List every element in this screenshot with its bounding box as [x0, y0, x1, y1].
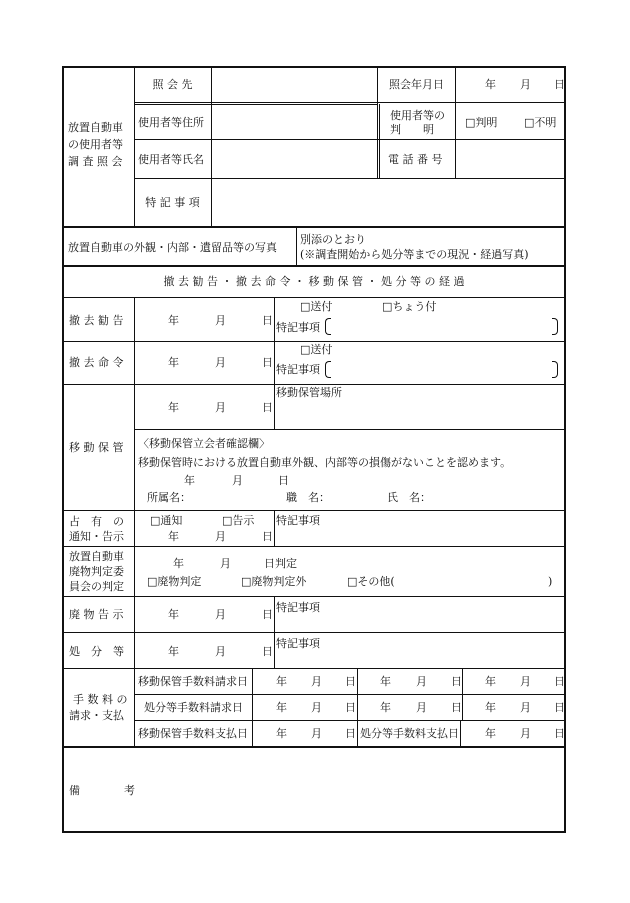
rule [62, 384, 566, 385]
removal-advice-notes-label: 特記事項 [276, 321, 320, 334]
witness-statement: 移動保管時における放置自動車外観、内部等の損傷がないことを認めます。 [138, 456, 512, 469]
storage-claim-year-3: 年 [485, 675, 496, 688]
witness-day: 日 [278, 474, 289, 487]
storage-payment-month: 月 [311, 727, 322, 740]
rule [62, 265, 566, 267]
disposal-payment-day: 日 [554, 727, 565, 740]
inquiry-date-day: 日 [554, 78, 565, 91]
inquiry-date-month: 月 [520, 78, 531, 91]
waste-notice-day: 日 [262, 608, 273, 621]
storage-payment-label: 移動保管手数料支払日 [138, 727, 248, 740]
removal-advice-day: 日 [262, 314, 273, 327]
bracket-close [552, 361, 558, 378]
possession-notes-label: 特記事項 [276, 514, 320, 527]
storage-claim-month-2: 月 [416, 675, 427, 688]
storage-claim-year-1: 年 [276, 675, 287, 688]
waste-notice-label: 廃 物 告 示 [69, 608, 124, 621]
storage-claim-day-3: 日 [554, 675, 565, 688]
rule [462, 668, 463, 720]
disposal-notes-label: 特記事項 [276, 637, 320, 650]
rule [357, 668, 358, 746]
waste-committee-month: 月 [220, 557, 231, 570]
inquiry-notes-label: 特 記 事 項 [145, 196, 200, 209]
rule [134, 429, 566, 430]
storage-claim-month-1: 月 [311, 675, 322, 688]
disposal-label: 処 分 等 [69, 645, 124, 658]
storage-claim-day-2: 日 [451, 675, 462, 688]
storage-claim-label: 移動保管手数料請求日 [138, 675, 248, 688]
photos-value-1: 別添のとおり [300, 233, 366, 246]
removal-order-label: 撤 去 命 令 [69, 356, 124, 369]
other-close: ) [548, 575, 553, 588]
witness-title: 〈移動保管立会者確認欄〉 [138, 437, 270, 450]
notify-checkbox[interactable]: □通知 [150, 514, 183, 527]
removal-order-year: 年 [168, 356, 179, 369]
user-identified-label-2: 判 明 [390, 123, 434, 136]
removal-advice-month: 月 [215, 314, 226, 327]
removal-order-notes-label: 特記事項 [276, 363, 320, 376]
phone-label: 電 話 番 号 [388, 153, 443, 166]
storage-payment-day: 日 [345, 727, 356, 740]
rule [379, 104, 380, 178]
rule [62, 341, 566, 342]
inquiry-section-label-3: 調 査 照 会 [68, 155, 123, 168]
rule [274, 596, 275, 668]
waste-notice-year: 年 [168, 608, 179, 621]
possession-label-2: 通知・告示 [69, 530, 124, 543]
possession-label-1: 占 有 の [69, 515, 124, 528]
rule [296, 227, 297, 265]
disposal-claim-day-3: 日 [554, 701, 565, 714]
waste-committee-label-1: 放置自動車 [69, 550, 124, 563]
waste-notice-month: 月 [215, 608, 226, 621]
disposal-claim-year-2: 年 [380, 701, 391, 714]
waste-notice-notes-label: 特記事項 [276, 601, 320, 614]
user-name-field[interactable] [212, 140, 376, 177]
witness-month: 月 [232, 474, 243, 487]
transfer-storage-day: 日 [262, 401, 273, 414]
storage-claim-month-3: 月 [520, 675, 531, 688]
storage-place-label: 移動保管場所 [276, 386, 342, 399]
rule [134, 102, 566, 103]
removal-order-send-checkbox[interactable]: □送付 [300, 343, 333, 356]
disposal-claim-day-2: 日 [451, 701, 462, 714]
disposal-claim-year-1: 年 [276, 701, 287, 714]
fees-label-1: 手 数 料 の [73, 693, 128, 706]
removal-advice-notes-field[interactable] [332, 318, 552, 335]
inquiry-to-label: 照 会 先 [152, 78, 193, 91]
non-waste-checkbox[interactable]: □廃物判定外 [241, 575, 307, 588]
disposal-day: 日 [262, 645, 273, 658]
progress-header: 撤 去 勧 告 ・ 撤 去 命 令 ・ 移 動 保 管 ・ 処 分 等 の 経 過 [163, 275, 465, 288]
storage-claim-year-2: 年 [380, 675, 391, 688]
rule [62, 546, 566, 547]
bracket-open [325, 361, 331, 378]
rule [134, 694, 566, 695]
possession-year: 年 [168, 530, 179, 543]
rule [274, 510, 275, 546]
disposal-claim-month-3: 月 [520, 701, 531, 714]
inquiry-section-label-2: の使用者等 [68, 138, 123, 151]
unknown-checkbox[interactable]: □不明 [524, 116, 557, 129]
disposal-claim-year-3: 年 [485, 701, 496, 714]
removal-advice-posting-checkbox[interactable]: □ちょう付 [382, 300, 437, 313]
inquiry-notes-field[interactable] [212, 179, 564, 225]
other-checkbox[interactable]: □その他( [347, 575, 395, 588]
witness-year: 年 [184, 474, 195, 487]
disposal-payment-month: 月 [520, 727, 531, 740]
inquiry-date-label: 照会年月日 [389, 78, 444, 91]
transfer-storage-month: 月 [215, 401, 226, 414]
removal-advice-label: 撤 去 勧 告 [69, 314, 124, 327]
user-identified-label-1: 使用者等の [390, 109, 445, 122]
inquiry-to-field[interactable] [212, 67, 376, 102]
disposal-claim-month-2: 月 [416, 701, 427, 714]
photos-value-2: (※調査開始から処分等までの現況・経過写真) [300, 248, 529, 261]
removal-order-month: 月 [215, 356, 226, 369]
user-name-label: 使用者等氏名 [138, 153, 204, 166]
fees-label-2: 請求・支払 [69, 709, 124, 722]
rule [62, 632, 566, 633]
disposal-payment-label: 処分等手数料支払日 [360, 727, 459, 740]
remarks-label: 備 考 [69, 784, 135, 797]
position-label: 職 名： [286, 491, 330, 504]
disposal-year: 年 [168, 645, 179, 658]
waste-judgement-checkbox[interactable]: □廃物判定 [147, 575, 202, 588]
disposal-month: 月 [215, 645, 226, 658]
transfer-storage-year: 年 [168, 401, 179, 414]
waste-committee-label-2: 廃物判定委 [69, 565, 124, 578]
bracket-close [552, 318, 558, 335]
identified-checkbox[interactable]: □判明 [465, 116, 498, 129]
possession-day: 日 [262, 530, 273, 543]
rule [274, 297, 275, 429]
rule [460, 720, 461, 746]
possession-month: 月 [215, 530, 226, 543]
storage-payment-year: 年 [276, 727, 287, 740]
bracket-open [325, 318, 331, 335]
rule [62, 596, 566, 597]
remarks-field[interactable] [135, 748, 564, 831]
user-address-field[interactable] [212, 105, 376, 138]
storage-claim-day-1: 日 [345, 675, 356, 688]
user-address-label: 使用者等住所 [138, 116, 204, 129]
rule [252, 668, 253, 746]
disposal-claim-month-1: 月 [311, 701, 322, 714]
rule [62, 226, 566, 228]
photos-label: 放置自動車の外観・内部・遺留品等の写真 [68, 241, 277, 254]
waste-committee-label-3: 員会の判定 [69, 580, 124, 593]
removal-order-day: 日 [262, 356, 273, 369]
inquiry-section-label-1: 放置自動車 [68, 121, 123, 134]
inquiry-date-year: 年 [485, 78, 496, 91]
phone-field[interactable] [456, 140, 564, 177]
affiliation-label: 所属名： [147, 491, 191, 504]
waste-committee-year: 年 [173, 557, 184, 570]
announce-checkbox[interactable]: □告示 [222, 514, 255, 527]
rule [62, 668, 566, 669]
rule [134, 297, 135, 746]
rule [134, 720, 566, 721]
rule [62, 297, 566, 298]
removal-advice-year: 年 [168, 314, 179, 327]
removal-advice-send-checkbox[interactable]: □送付 [300, 300, 333, 313]
disposal-claim-day-1: 日 [345, 701, 356, 714]
transfer-storage-label: 移 動 保 管 [69, 441, 124, 454]
removal-order-notes-field[interactable] [332, 361, 552, 378]
disposal-payment-year: 年 [485, 727, 496, 740]
waste-committee-judgement: 日判定 [264, 557, 297, 570]
rule [62, 510, 566, 511]
name-label: 氏 名： [387, 491, 431, 504]
disposal-claim-label: 処分等手数料請求日 [144, 701, 243, 714]
